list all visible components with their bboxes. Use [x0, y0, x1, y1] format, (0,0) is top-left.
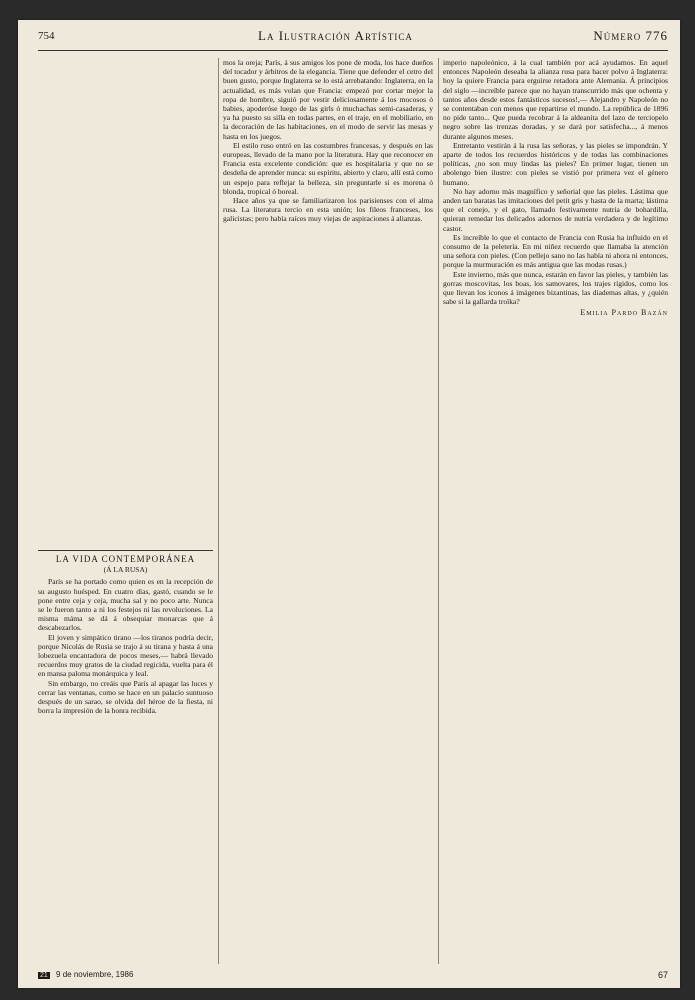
page-header: [38, 28, 668, 51]
paragraph: Entretanto vestirán á la rusa las señoras, y las pieles se impondrán. Y aparte de todos los recuerdos históricos y de todas las combinaciones políticas, ¿no son muy lindas las pieles? En primer lugar, tienen un abolengo bien ilustre: con pieles se vistió por primera vez el género humano.: [443, 140, 668, 187]
footer-date: 9 de noviembre, 1986: [56, 970, 134, 979]
footer-box: 21: [40, 972, 48, 979]
column-divider: [438, 58, 439, 964]
column-divider: [218, 58, 219, 964]
page: [18, 20, 680, 988]
paragraph: Sin embargo, no creáis que París al apagar las luces y cerrar las ventanas, como se hace en un palacio suntuoso después de un sarao, se olvida del héroe de la fiesta, ni borra la impresión de la honra recibida.: [38, 678, 213, 716]
paragraph: imperio napoleónico, á la cual también por acá ayudamos. En aquel entonces Napoleón deseaba la alianza rusa para hacer polvo á Inglaterra: hoy la quiere Francia para erguirse retadora ante Alemania. Á principios del siglo —increíble parece que no hayan transcurrido más que ochenta y tantos años desde estos fantásticos sucesos!,— Alejandro y Napoleón no se contentaban con menos que repartirse el mundo. La república de 1896 no pide tanto... Que pueda recobrar á la aldeanita del lazo de terciopelo negro sobre las trenzas doradas, y se dará por satisfecha..., á menos durante algunos meses.: [443, 58, 668, 141]
section-divider: [38, 550, 213, 551]
column-middle: [223, 58, 433, 964]
section-title: LA VIDA CONTEMPORÁNEA: [55, 554, 196, 564]
paragraph: París se ha portado como quien es en la recepción de su augusto huésped. En cuatro días, gastó, cuando se le pone entre ceja y ceja, mucha sal y no poco arte. Nunca se le fueron tanto a ni los festejos ni las revoluciones. La misma máma se dá á obsequiar monarcas que á descabezarlos.: [38, 577, 213, 633]
paragraph: Hace años ya que se familiarizaron los parisienses con el alma rusa. La literatura tercio en esta unión; los fileos franceses, los galicistas; pero había raíces muy viejas de aspiraciones á alianzas.: [223, 196, 433, 224]
paragraph: No hay adorno más magnífico y señorial que las pieles. Lástima que anden tan baratas las imitaciones del petit gris y hasta de la marta; lástima que el conejo, y el gato, llamado festivamente nutria de bohardilla, quieran remedar los delicados adornos de nutria verdadera y de legítimo castor.: [443, 186, 668, 233]
column-left: [38, 50, 213, 940]
paragraph: Este invierno, más que nunca, estarán en favor las pieles, y también las gorras moscovitas, los boas, los samovares, los trajes rígidos, como los que llevan los iconos á imágenes bizantinas, las diademas altas, y ¿quién sabe si la gallarda troïka?: [443, 269, 668, 307]
section-subtitle: (Á LA RUSA): [103, 565, 148, 575]
paragraph: El estilo ruso entró en las costumbres francesas, y después en las europeas, llevado de la mano por la literatura. Hay que reconocer en Francia esta excelente condición: que es hospitalaria y que no se desdeña de aprender nunca: su espíritu, abierto y claro, allí está como un espejo para reflejar la belleza, sin preguntarle si es morena ó blonda, tropical ó boreal.: [223, 140, 433, 196]
paragraph: El joven y simpático tirano —los tiranos podría decir, porque Nicolás de Rusia se trajo á su tirana y hasta á una lobezuela encantadora de pocos meses,— habrá llevado recuerdos muy gratos de la ciudad regicida, vuelta para él en mansa paloma monárquica y leal.: [38, 632, 213, 679]
page-footer: [38, 970, 668, 982]
blank-area: [38, 50, 213, 550]
paragraph: Es increíble lo que el contacto de Francia con Rusia ha influido en el consumo de la peletería. En mi niñez recuerdo que llamaba la atención una señora con pieles. (Con pellejo sano no las había ni ahora ni entonces, porque la murmuración es más antigua que las modas rusas.): [443, 232, 668, 270]
column-right: [443, 58, 668, 964]
page-number: 754: [38, 30, 55, 42]
issue-number: Número 776: [593, 28, 668, 43]
footer-page-number: 67: [657, 970, 668, 980]
magazine-title: La Ilustración Artística: [258, 28, 413, 43]
paragraph: mos la oreja; París, á sus amigos los pone de moda, los hace dueños del tocador y árbitros de la elegancia. Tiene que defender el cetro del buen gusto, porque Inglaterra se lo está arrebatando: Inglaterra, en la actualidad, es más volan que Francia: empezó por cortar mejor la ropa de hombre, siguió por vestir deliciosamente á los mocosos ó babies, apoderóse luego de las girls ó muchachas semi-casaderas, y ya ha puesto su silla en todas partes, en el traje, en el mobiliario, en la decoración de las habitaciones, en el modo de servir las mesas y hasta en los juegos.: [223, 58, 433, 141]
author-signature: Emilia Pardo Bazán: [580, 308, 668, 318]
